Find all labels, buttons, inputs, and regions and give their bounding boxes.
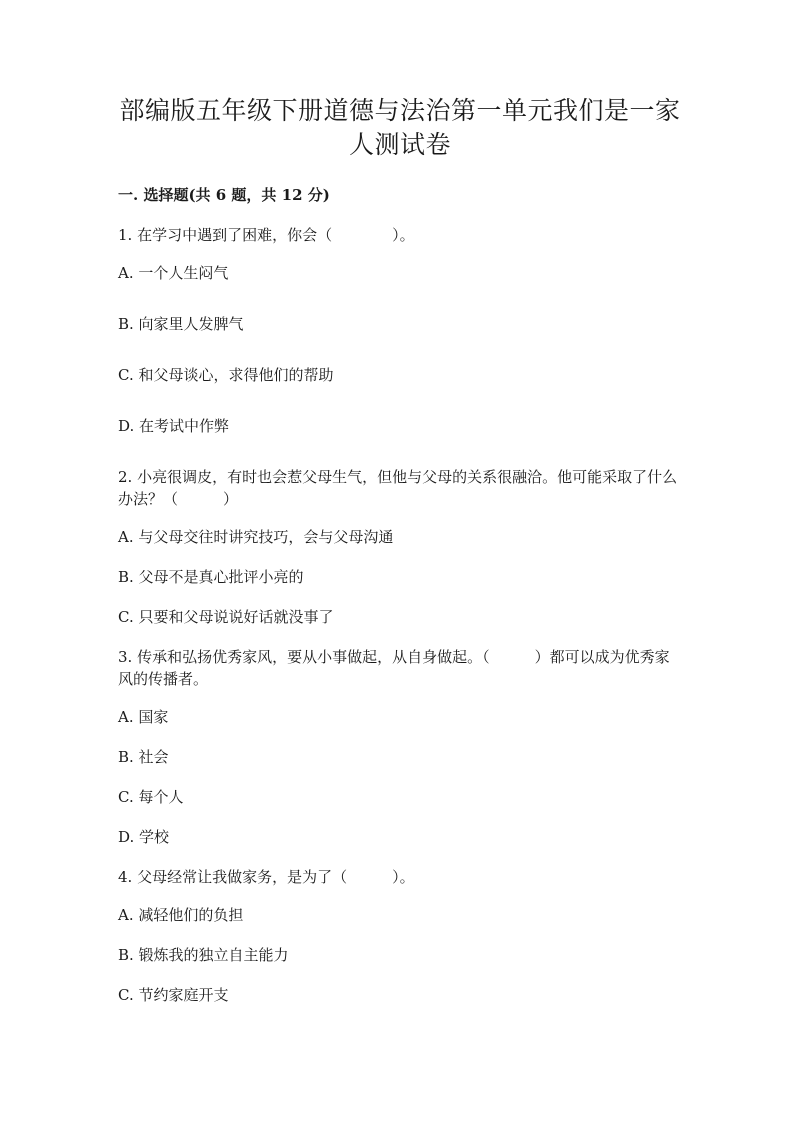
question-stem: 1. 在学习中遇到了困难，你会（ ）。 xyxy=(118,226,415,244)
option-b: B. 社会 xyxy=(118,748,169,766)
document-title-line-1: 部编版五年级下册道德与法治第一单元我们是一家 xyxy=(119,96,681,125)
question-stem: 3. 传承和弘扬优秀家风，要从小事做起，从自身做起。（ ）都可以成为优秀家风的传播者。 xyxy=(118,648,670,688)
option-list xyxy=(118,526,682,628)
option-list xyxy=(118,706,682,848)
document-title-line-2: 人测试卷 xyxy=(348,130,451,159)
option-b: B. 父母不是真心批评小亮的 xyxy=(118,568,304,586)
option-a: A. 与父母交往时讲究技巧，会与父母沟通 xyxy=(118,528,394,546)
section-heading: 一. 选择题(共 6 题，共 12 分) xyxy=(118,186,330,204)
document-title xyxy=(118,94,682,162)
option-a: A. 一个人生闷气 xyxy=(118,264,229,282)
option-a: A. 国家 xyxy=(118,708,169,726)
option-b: B. 锻炼我的独立自主能力 xyxy=(118,946,289,964)
option-list xyxy=(118,904,682,1006)
option-c: C. 和父母谈心，求得他们的帮助 xyxy=(118,366,334,384)
option-d: D. 在考试中作弊 xyxy=(118,417,230,435)
option-list xyxy=(118,262,682,437)
question-1 xyxy=(118,224,682,437)
question-stem: 4. 父母经常让我做家务，是为了（ ）。 xyxy=(118,868,415,886)
question-2 xyxy=(118,466,682,628)
option-a: A. 减轻他们的负担 xyxy=(118,906,244,924)
question-3 xyxy=(118,646,682,848)
question-4 xyxy=(118,866,682,1006)
option-c: C. 节约家庭开支 xyxy=(118,986,229,1004)
question-stem: 2. 小亮很调皮，有时也会惹父母生气，但他与父母的关系很融洽。他可能采取了什么办法？（ ） xyxy=(118,468,678,508)
option-b: B. 向家里人发脾气 xyxy=(118,315,244,333)
option-c: C. 每个人 xyxy=(118,788,184,806)
option-d: D. 学校 xyxy=(118,828,170,846)
option-c: C. 只要和父母说说好话就没事了 xyxy=(118,608,334,626)
